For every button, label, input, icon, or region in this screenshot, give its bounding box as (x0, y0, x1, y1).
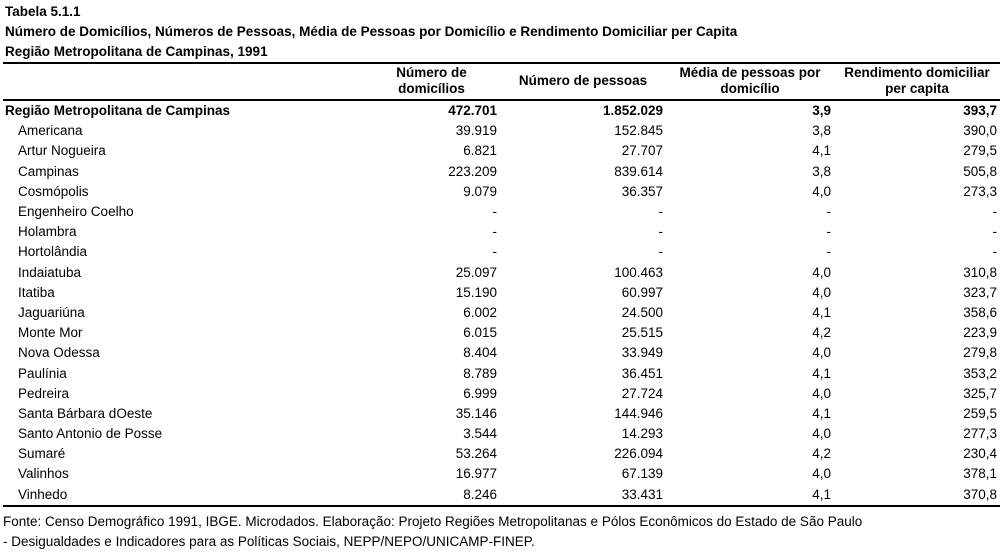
rendimento-cell: 505,8 (963, 163, 997, 179)
table-row (3, 242, 1000, 262)
media-cell: 4,0 (812, 385, 831, 401)
media-cell: 4,0 (812, 345, 831, 361)
media-cell: 4,1 (812, 405, 831, 421)
table-row (3, 222, 1000, 242)
municipio-cell: Cosmópolis (18, 183, 89, 199)
rendimento-cell: 279,5 (963, 143, 997, 159)
media-cell: - (826, 224, 831, 240)
media-cell: 4,2 (812, 446, 831, 462)
rendimento-cell: 273,3 (963, 183, 997, 199)
domicilios-cell: 223.209 (448, 163, 497, 179)
rendimento-cell: 223,9 (963, 325, 997, 341)
domicilios-cell: - (492, 204, 497, 220)
media-cell: 4,1 (812, 365, 831, 381)
rendimento-cell: 358,6 (963, 304, 997, 320)
pessoas-cell: 839.614 (614, 163, 663, 179)
media-cell: 4,0 (812, 426, 831, 442)
table-row (3, 121, 1000, 141)
municipio-cell: Valinhos (18, 466, 69, 482)
domicilios-cell: 8.789 (463, 365, 497, 381)
pessoas-cell: 226.094 (614, 446, 663, 462)
media-cell: 4,0 (812, 284, 831, 300)
domicilios-cell: 8.246 (363, 485, 500, 506)
media-cell: 4,0 (812, 466, 831, 482)
table-row (3, 323, 1000, 343)
total-name: Região Metropolitana de Campinas (5, 103, 231, 119)
domicilios-cell: 53.264 (455, 446, 497, 462)
rendimento-cell: - (992, 244, 997, 260)
column-header-media: Média de pessoas por domicílio (666, 63, 834, 100)
municipio-cell: Indaiatuba (18, 264, 82, 280)
table-row (3, 303, 1000, 323)
rendimento-cell: 259,5 (963, 405, 997, 421)
total-domicilios: 472.701 (448, 103, 497, 119)
total-pessoas: 1.852.029 (602, 103, 663, 119)
municipio-cell: Monte Mor (18, 325, 83, 341)
media-cell: 4,0 (812, 264, 831, 280)
table-row (3, 424, 1000, 444)
pessoas-cell: - (658, 224, 663, 240)
domicilios-cell: 6.821 (463, 143, 497, 159)
municipio-cell: Santa Bárbara dOeste (18, 405, 153, 421)
table-id: Tabela 5.1.1 (5, 4, 81, 19)
domicilios-cell: 35.146 (455, 405, 497, 421)
column-header-municipio (3, 63, 363, 100)
rendimento-cell: 279,8 (963, 345, 997, 361)
pessoas-cell: 152.845 (614, 123, 663, 139)
domicilios-cell: 15.190 (455, 284, 497, 300)
media-cell: 3,8 (812, 123, 831, 139)
pessoas-cell: 100.463 (614, 264, 663, 280)
municipio-cell: Artur Nogueira (18, 143, 106, 159)
pessoas-cell: 67.139 (621, 466, 663, 482)
municipio-cell: Hortolândia (18, 244, 88, 260)
table-row (3, 384, 1000, 404)
table-body (3, 100, 1000, 506)
domicilios-cell: 6.015 (463, 325, 497, 341)
pessoas-cell: - (658, 244, 663, 260)
header-row (3, 63, 1000, 100)
source-line-2: - Desigualdades e Indicadores para as Políticas Sociais, NEPP/NEPO/UNICAMP-FINEP. (3, 534, 535, 549)
column-header-rendimento: Rendimento domiciliar per capita (834, 63, 1000, 100)
pessoas-cell: 25.515 (621, 325, 663, 341)
media-cell: - (826, 244, 831, 260)
column-header-domicilios: Número de domicílios (363, 63, 500, 100)
municipio-cell: Holambra (18, 224, 77, 240)
rendimento-cell: - (992, 204, 997, 220)
table-row (3, 202, 1000, 222)
media-cell: 4,1 (812, 304, 831, 320)
total-rendimento: 393,7 (963, 103, 997, 119)
source-note (3, 512, 1000, 552)
pessoas-cell: 24.500 (621, 304, 663, 320)
municipio-cell: Americana (18, 123, 83, 139)
table-row (3, 444, 1000, 464)
rendimento-cell: 378,1 (963, 466, 997, 482)
municipio-cell: Santo Antonio de Posse (18, 426, 163, 442)
municipio-cell: Jaguariúna (18, 304, 85, 320)
pessoas-cell: 36.357 (621, 183, 663, 199)
pessoas-cell: - (658, 204, 663, 220)
table-row (3, 343, 1000, 363)
pessoas-cell: 33.949 (621, 345, 663, 361)
column-header-pessoas: Número de pessoas (500, 63, 666, 100)
rendimento-cell: 277,3 (963, 426, 997, 442)
rendimento-cell: 310,8 (963, 264, 997, 280)
pessoas-cell: 14.293 (621, 426, 663, 442)
pessoas-cell: 33.431 (500, 485, 666, 506)
domicilios-cell: 9.079 (463, 183, 497, 199)
table-row (3, 363, 1000, 383)
domicilios-cell: 6.999 (463, 385, 497, 401)
municipio-cell: Pedreira (18, 385, 70, 401)
data-table (3, 62, 1000, 507)
domicilios-cell: 8.404 (463, 345, 497, 361)
table-row (3, 283, 1000, 303)
domicilios-cell: - (492, 244, 497, 260)
table-row (3, 464, 1000, 484)
media-cell: 3,8 (812, 163, 831, 179)
pessoas-cell: 36.451 (621, 365, 663, 381)
domicilios-cell: 16.977 (455, 466, 497, 482)
rendimento-cell: 230,4 (963, 446, 997, 462)
municipio-cell: Vinhedo (3, 485, 363, 506)
total-media: 3,9 (812, 103, 831, 119)
rendimento-cell: 370,8 (834, 485, 1000, 506)
table-row (3, 485, 1000, 506)
domicilios-cell: - (492, 224, 497, 240)
rendimento-cell: 323,7 (963, 284, 997, 300)
media-cell: - (826, 204, 831, 220)
municipio-cell: Campinas (18, 163, 79, 179)
media-cell: 4,1 (812, 143, 831, 159)
municipio-cell: Itatiba (18, 284, 55, 300)
source-line-1: Fonte: Censo Demográfico 1991, IBGE. Microdados. Elaboração: Projeto Regiões Metropolitanas e Pólos Econômicos do Estado de São Paulo (3, 514, 863, 529)
domicilios-cell: 39.919 (455, 123, 497, 139)
rendimento-cell: 353,2 (963, 365, 997, 381)
table-row (3, 162, 1000, 182)
table-row (3, 404, 1000, 424)
municipio-cell: Sumaré (18, 446, 66, 462)
domicilios-cell: 3.544 (463, 426, 497, 442)
rendimento-cell: 390,0 (963, 123, 997, 139)
municipio-cell: Nova Odessa (18, 345, 100, 361)
municipio-cell: Paulínia (18, 365, 67, 381)
table-row (3, 141, 1000, 161)
pessoas-cell: 60.997 (621, 284, 663, 300)
pessoas-cell: 144.946 (614, 405, 663, 421)
domicilios-cell: 6.002 (463, 304, 497, 320)
media-cell: 4,1 (666, 485, 834, 506)
municipio-cell: Engenheiro Coelho (18, 204, 134, 220)
rendimento-cell: - (992, 224, 997, 240)
pessoas-cell: 27.724 (621, 385, 663, 401)
domicilios-cell: 25.097 (455, 264, 497, 280)
total-row (3, 100, 1000, 121)
pessoas-cell: 27.707 (621, 143, 663, 159)
table-title: Número de Domicílios, Números de Pessoas, Média de Pessoas por Domicílio e Rendimento Domiciliar per Capita (5, 24, 738, 39)
table-subtitle: Região Metropolitana de Campinas, 1991 (5, 44, 268, 59)
rendimento-cell: 325,7 (963, 385, 997, 401)
media-cell: 4,0 (812, 183, 831, 199)
table-row (3, 263, 1000, 283)
media-cell: 4,2 (812, 325, 831, 341)
table-row (3, 182, 1000, 202)
